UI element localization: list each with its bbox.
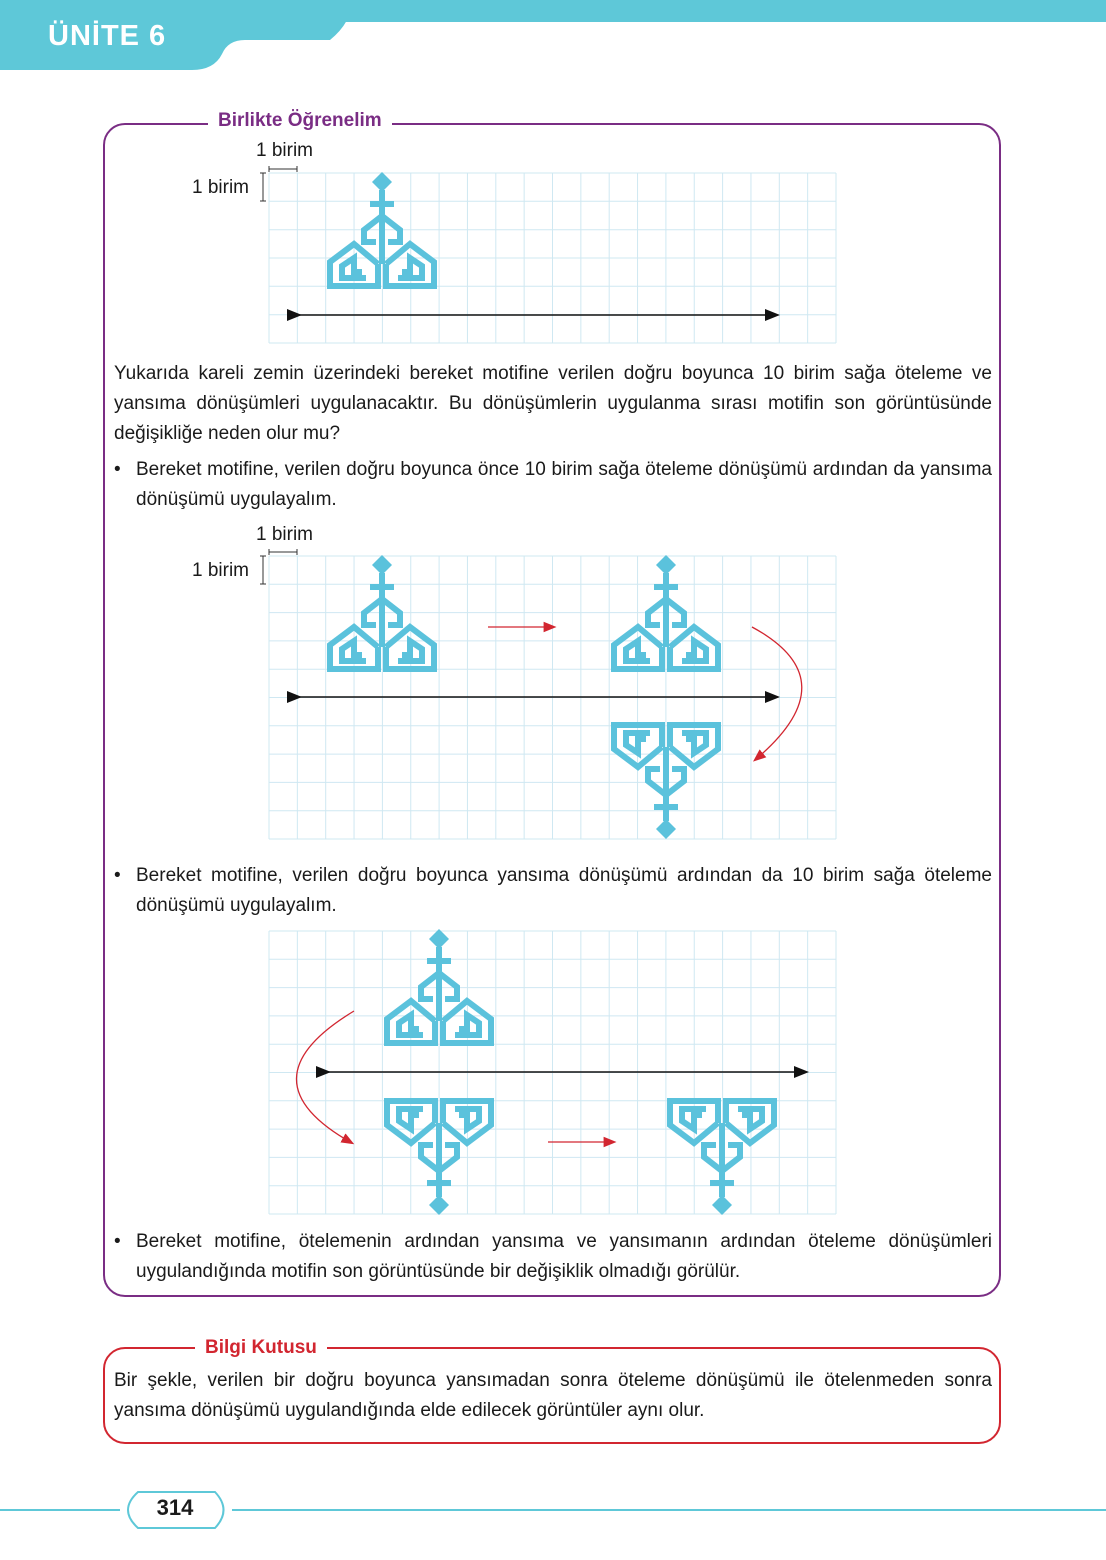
bullet-dot-2: •	[114, 865, 121, 886]
unit-label-horizontal: 1 birim	[256, 524, 314, 545]
bullet-text-3: Bereket motifine, ötelemenin ardından yansıma ve yansımanın ardından öteleme dönüşümleri uygulandığında motifin son görüntüsünde bir değişiklik olmadığı görülür.	[136, 1231, 992, 1282]
grid-figure-3	[259, 921, 849, 1221]
info-box-heading: Bilgi Kutusu	[195, 1337, 327, 1359]
bullet-dot-1: •	[114, 459, 121, 480]
unit-label-vertical: 1 birim	[192, 177, 250, 198]
page-number: 314	[156, 1495, 194, 1520]
bullet-dot-3: •	[114, 1231, 121, 1252]
grid-figure-1	[259, 163, 849, 353]
unit-label-horizontal: 1 birim	[256, 140, 314, 161]
unit-label-vertical: 1 birim	[192, 560, 250, 581]
learn-box-heading: Birlikte Öğrenelim	[208, 110, 392, 132]
info-box-text: Bir şekle, verilen bir doğru boyunca yansımadan sonra öteleme dönüşümü ile ötelenmeden sonra yansıma dönüşümü uygulandığında elde edilecek görüntüler aynı olur.	[114, 1370, 992, 1421]
grid-figure-2	[259, 546, 849, 846]
bullet-text-2: Bereket motifine, verilen doğru boyunca yansıma dönüşümü ardından da 10 birim sağa öteleme dönüşümü uygulayalım.	[136, 865, 992, 916]
intro-paragraph: Yukarıda kareli zemin üzerindeki bereket motifine verilen doğru boyunca 10 birim sağa öteleme ve yansıma dönüşümleri uygulanacaktır. Bu dönüşümlerin uygulanma sırası motifin son görüntüsünde değişikliğe neden olur mu?	[114, 363, 992, 444]
bullet-text-1: Bereket motifine, verilen doğru boyunca önce 10 birim sağa öteleme dönüşümü ardından da yansıma dönüşümü uygulayalım.	[136, 459, 992, 510]
unit-title: ÜNİTE 6	[48, 20, 167, 52]
